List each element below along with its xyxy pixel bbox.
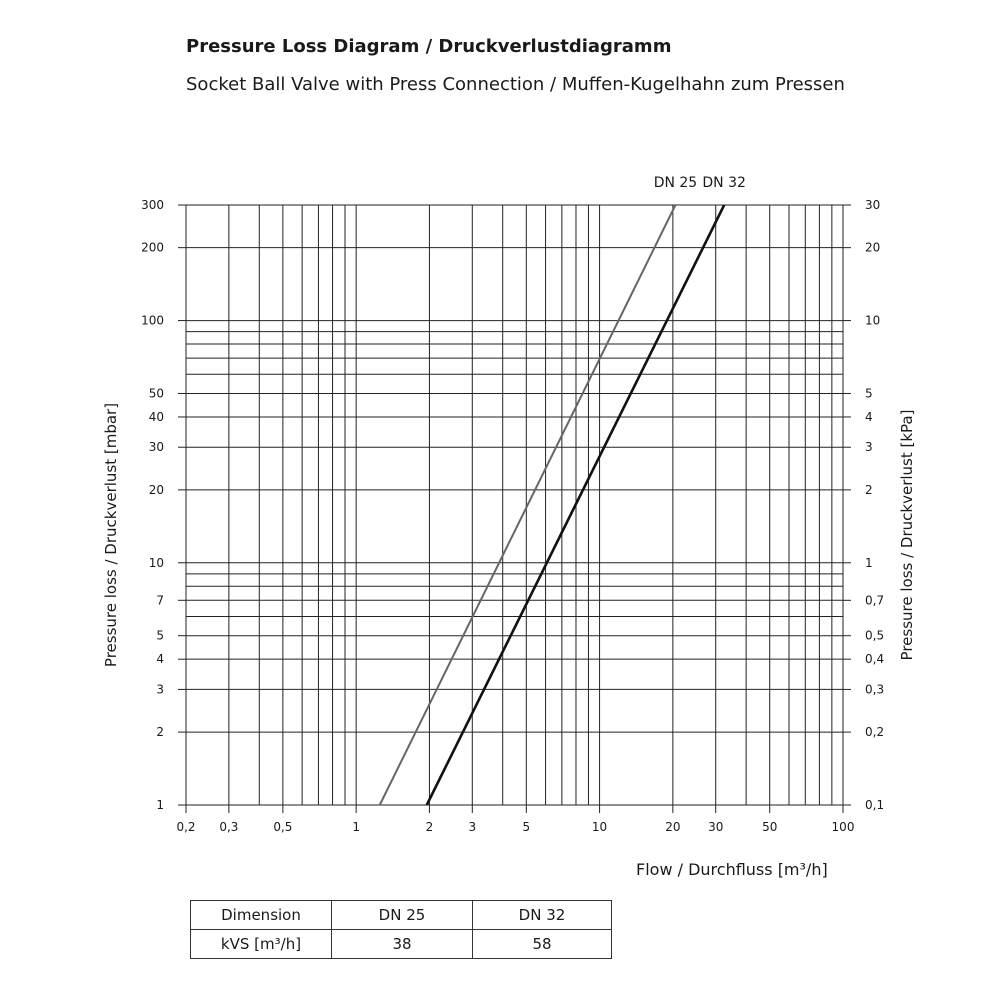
y-tick-label-left: 1 (156, 798, 164, 812)
x-tick-label: 100 (831, 820, 855, 834)
y-tick-label-left: 200 (141, 240, 164, 255)
chart-title: Pressure Loss Diagram / Druckverlustdiagramm (186, 36, 672, 57)
chart-subtitle: Socket Ball Valve with Press Connection / Muffen-Kugelhahn zum Pressen (186, 74, 845, 95)
x-axis-title: Flow / Durchfluss [m³/h] (636, 860, 828, 879)
y-tick-label-right: 30 (865, 198, 881, 212)
y-tick-label-right: 0,1 (865, 798, 885, 812)
y-tick-label-left: 40 (148, 409, 164, 424)
y-tick-label-left: 4 (156, 652, 164, 667)
y-tick-label-right: 0,7 (865, 593, 885, 608)
y-tick-label-right: 5 (865, 386, 873, 401)
y-tick-label-right: 0,2 (865, 725, 885, 740)
table-cell: 58 (473, 930, 612, 959)
table-cell: kVS [m³/h] (191, 930, 332, 959)
x-tick-label: 50 (762, 820, 778, 834)
series-line-dn-32 (427, 205, 724, 805)
x-tick-label: 2 (425, 820, 434, 834)
x-tick-label: 1 (352, 820, 360, 834)
y-axis-title-left: Pressure loss / Druckverlust [mbar] (102, 402, 120, 668)
table-row (191, 901, 612, 930)
series-label-dn-25: DN 25 (653, 175, 698, 191)
y-tick-label-left: 50 (148, 386, 164, 401)
series-label-dn-32: DN 32 (702, 175, 746, 191)
y-tick-label-left: 7 (156, 593, 164, 608)
x-tick-label: 0,5 (273, 820, 293, 834)
y-tick-label-left: 2 (156, 725, 164, 740)
x-tick-label: 30 (708, 820, 724, 834)
x-tick-label: 0,2 (176, 820, 196, 834)
y-tick-label-left: 30 (148, 440, 164, 455)
y-tick-label-right: 4 (865, 409, 873, 424)
y-tick-label-left: 300 (141, 198, 164, 212)
x-tick-label: 10 (591, 820, 608, 834)
x-tick-label: 3 (468, 820, 477, 834)
y-tick-label-right: 10 (865, 313, 881, 328)
y-tick-label-right: 1 (865, 555, 873, 570)
x-tick-label: 0,3 (219, 820, 239, 834)
series-line-dn-25 (380, 205, 676, 805)
kvs-table (190, 900, 612, 959)
y-tick-label-right: 0,3 (865, 682, 885, 697)
y-tick-label-left: 10 (148, 555, 164, 570)
table-cell: 38 (332, 930, 473, 959)
table-header-cell: DN 32 (473, 901, 612, 930)
y-tick-label-left: 3 (156, 682, 164, 697)
y-tick-label-right: 3 (865, 440, 873, 455)
table-header-cell: Dimension (191, 901, 332, 930)
table-row (191, 930, 612, 959)
y-axis-title-right: Pressure loss / Druckverlust [kPa] (898, 409, 916, 661)
y-tick-label-left: 5 (156, 628, 164, 643)
y-tick-label-left: 20 (148, 482, 164, 497)
y-tick-label-right: 0,4 (865, 652, 885, 667)
y-tick-label-right: 0,5 (865, 628, 885, 643)
y-tick-label-right: 20 (865, 240, 881, 255)
table-header-cell: DN 25 (332, 901, 473, 930)
y-tick-label-left: 100 (141, 313, 164, 328)
y-tick-label-right: 2 (865, 482, 873, 497)
x-tick-label: 20 (665, 820, 681, 834)
x-tick-label: 5 (522, 820, 531, 834)
